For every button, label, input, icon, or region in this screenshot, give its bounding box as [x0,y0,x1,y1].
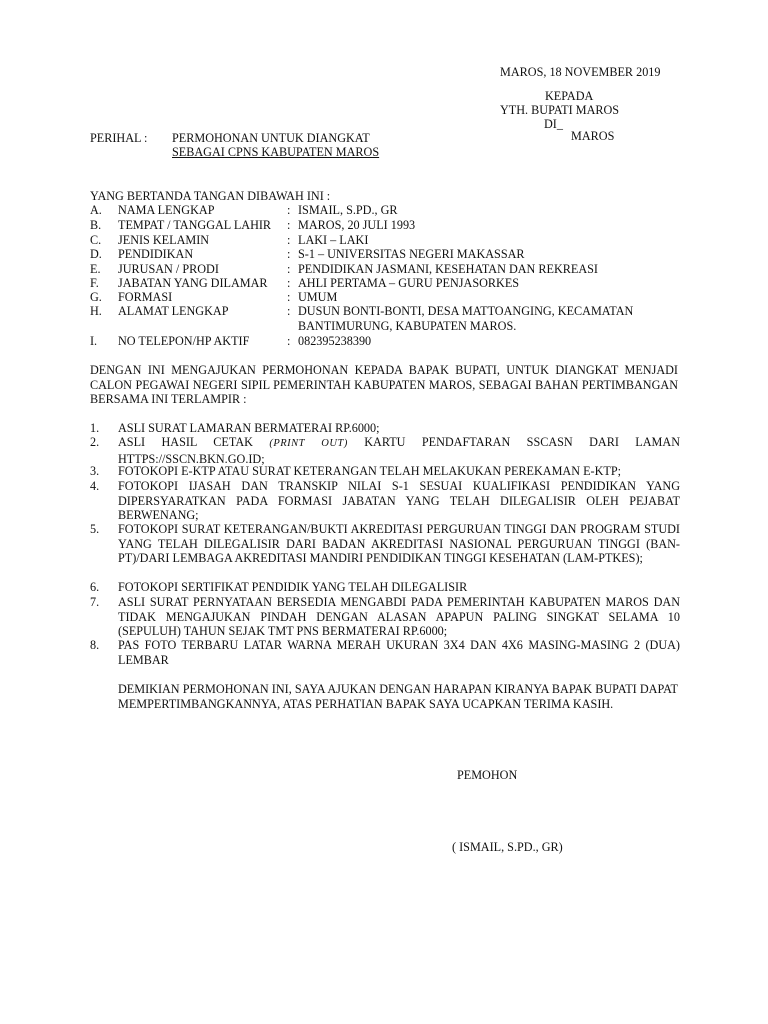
identity-value: MAROS, 20 JULI 1993 [298,218,416,232]
identity-row [90,276,690,291]
list-item [90,580,680,595]
identity-row [90,262,690,277]
identity-value: BANTIMURUNG, KABUPATEN MAROS. [298,319,517,333]
identity-value: PENDIDIKAN JASMANI, KESEHATAN DAN REKREASI [298,262,598,276]
list-number: 2. [90,435,100,449]
identity-letter: H. [90,304,102,318]
identity-row [90,290,690,305]
list-number: 7. [90,595,100,609]
list-text: ASLI SURAT LAMARAN BERMATERAI RP.6000; [118,421,380,435]
identity-colon: : [287,203,291,217]
list-item [90,522,680,580]
list-text [118,435,680,466]
identity-label: JABATAN YANG DILAMAR [118,276,268,290]
identity-row [90,233,690,248]
perihal-label: PERIHAL : [90,131,148,145]
identity-label: PENDIDIKAN [118,247,194,261]
identity-row-continued [90,319,690,334]
identity-row [90,304,690,319]
identity-letter: B. [90,218,102,232]
list-item [90,479,680,523]
identity-label: NAMA LENGKAP [118,203,215,217]
identity-letter: G. [90,290,102,304]
identity-label: JENIS KELAMIN [118,233,210,247]
identity-colon: : [287,218,291,232]
list-text-italic: (PRINT OUT) [269,438,348,449]
identity-row [90,218,690,233]
identity-colon: : [287,290,291,304]
perihal-line2: SEBAGAI CPNS KABUPATEN MAROS [172,145,380,159]
identity-colon: : [287,276,291,290]
identity-letter: F. [90,276,99,290]
identity-value: ISMAIL, S.PD., GR [298,203,398,217]
request-paragraph: DENGAN INI MENGAJUKAN PERMOHONAN KEPADA BAPAK BUPATI, UNTUK DIANGKAT MENJADI CALON PEGAWAI NEGERI SIPIL PEMERINTAH KABUPATEN MAROS, SEBAGAI BAHAN PERTIMBANGAN BERSAMA INI TERLAMPIR : [90,363,678,406]
identity-label: JURUSAN / PRODI [118,262,219,276]
intro-text: YANG BERTANDA TANGAN DIBAWAH INI : [90,189,331,203]
identity-value: 082395238390 [298,334,372,348]
list-number: 5. [90,522,100,536]
identity-colon: : [287,233,291,247]
identity-label: NO TELEPON/HP AKTIF [118,334,250,348]
recipient-kepada: KEPADA [545,89,594,103]
identity-value: AHLI PERTAMA – GURU PENJASORKES [298,276,520,290]
identity-row [90,334,690,349]
list-number: 8. [90,638,100,652]
identity-colon: : [287,304,291,318]
list-item [90,638,680,668]
identity-value: DUSUN BONTI-BONTI, DESA MATTOANGING, KECAMATAN [298,304,634,318]
list-number: 1. [90,421,100,435]
recipient-yth: YTH. BUPATI MAROS [500,103,620,117]
identity-letter: I. [90,334,98,348]
identity-value: S-1 – UNIVERSITAS NEGERI MAKASSAR [298,247,525,261]
identity-colon: : [287,262,291,276]
identity-value: LAKI – LAKI [298,233,369,247]
identity-colon: : [287,334,291,348]
list-item [90,464,680,479]
signature-label: PEMOHON [457,768,518,782]
list-item [90,435,680,465]
identity-letter: A. [90,203,102,217]
identity-letter: D. [90,247,102,261]
list-text: PAS FOTO TERBARU LATAR WARNA MERAH UKURAN 3X4 DAN 4X6 MASING-MASING 2 (DUA) LEMBAR [118,638,680,667]
signature-name: ( ISMAIL, S.PD., GR) [452,840,563,854]
list-number: 6. [90,580,100,594]
list-item [90,421,680,436]
list-text: FOTOKOPI SERTIFIKAT PENDIDIK YANG TELAH DILEGALISIR [118,580,468,594]
place-date: MAROS, 18 NOVEMBER 2019 [500,65,661,79]
recipient-city: MAROS [571,129,615,143]
list-text: FOTOKOPI E-KTP ATAU SURAT KETERANGAN TELAH MELAKUKAN PEREKAMAN E-KTP; [118,464,621,478]
perihal-line1: PERMOHONAN UNTUK DIANGKAT [172,131,370,145]
recipient-di: DI_ [544,117,563,131]
list-number: 4. [90,479,100,493]
identity-label: ALAMAT LENGKAP [118,304,229,318]
closing-paragraph: DEMIKIAN PERMOHONAN INI, SAYA AJUKAN DENGAN HARAPAN KIRANYA BAPAK BUPATI DAPAT MEMPERTIMBANGKANNYA, ATAS PERHATIAN BAPAK SAYA UCAPKAN TERIMA KASIH. [118,682,678,711]
list-text: FOTOKOPI IJASAH DAN TRANSKIP NILAI S-1 SESUAI KUALIFIKASI PENDIDIKAN YANG DIPERSYARATKAN PADA FORMASI JABATAN YANG TELAH DILEGALISIR OLEH PEJABAT BERWENANG; [118,479,680,522]
list-number: 3. [90,464,100,478]
identity-value: UMUM [298,290,338,304]
list-item [90,595,680,639]
identity-letter: E. [90,262,101,276]
identity-colon: : [287,247,291,261]
identity-label: TEMPAT / TANGGAL LAHIR [118,218,272,232]
identity-letter: C. [90,233,102,247]
list-text-part: ASLI HASIL CETAK [118,435,253,449]
identity-row [90,203,690,218]
list-text: FOTOKOPI SURAT KETERANGAN/BUKTI AKREDITASI PERGURUAN TINGGI DAN PROGRAM STUDI YANG TELAH DILEGALISIR DARI BADAN AKREDITASI NASIONAL PERGURUAN TINGGI (BAN-PT)/DARI LEMBAGA AKREDITASI MANDIRI PENDIDIKAN TINGGI KESEHATAN (LAM-PTKES); [118,522,680,565]
identity-row [90,247,690,262]
identity-label: FORMASI [118,290,173,304]
list-text-part: KARTU PENDAFTARAN SSCASN DARI LAMAN HTTPS://SSCN.BKN.GO.ID; [118,435,680,466]
list-text: ASLI SURAT PERNYATAAN BERSEDIA MENGABDI PADA PEMERINTAH KABUPATEN MAROS DAN TIDAK MENGAJUKAN PINDAH DENGAN ALASAN APAPUN PALING SINGKAT SELAMA 10 (SEPULUH) TAHUN SEJAK TMT PNS BERMATERAI RP.6000; [118,595,680,638]
